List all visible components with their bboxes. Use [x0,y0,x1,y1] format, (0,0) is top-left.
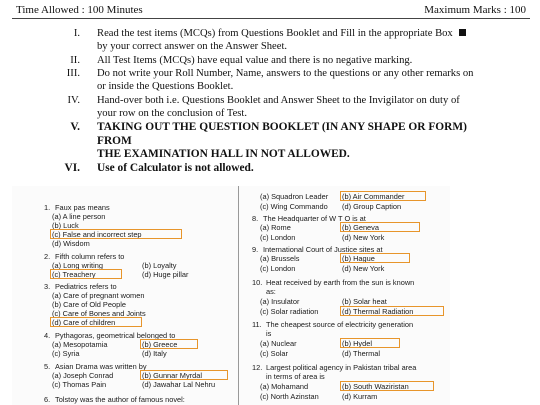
question-text: International Court of Justice sites at [263,245,383,254]
option-a: (a) Care of pregnant women [52,291,145,300]
option-d: (d) Care of children [52,318,116,327]
option-d: (d) Huge pillar [142,270,189,279]
option-a: (a) Mesopotamia [52,340,108,349]
option-b: (b) Hague [342,254,375,263]
option-a: (a) Insulator [260,297,300,306]
instruction-number: IV. [67,95,80,106]
question-text: The Headquarter of W T O is at [263,214,366,223]
option-a: (a) Squadron Leader [260,192,329,201]
question-text: Pythagoras, geometrical belonged to [55,331,176,340]
option-d: (d) Jawahar Lal Nehru [142,380,216,389]
question-text: Pediatrics refers to [55,282,117,291]
instruction-text: Use of Calculator is not allowed. [97,162,254,174]
question-number: 4. [44,331,51,340]
option-c: (c) Solar [260,349,288,358]
option-b: (b) Air Commander [342,192,405,201]
option-b: (b) Loyalty [142,261,177,270]
answer-highlight [340,222,420,232]
answer-highlight [340,191,426,201]
option-b: (b) Gunnar Myrdal [142,371,202,380]
option-d: (d) New York [342,233,385,242]
question-text: Asian Drama was written by [55,362,147,371]
filled-square-icon [459,29,466,36]
option-c: (c) Thomas Pain [52,380,107,389]
instruction-text: Read the test items (MCQs) from Questions Booklet and Fill in the appropriate Box by your correct answer on the Answer Sheet. [97,28,497,53]
option-a: (a) Long writing [52,261,103,270]
time-allowed: Time Allowed : 100 Minutes [16,4,143,16]
option-b: (b) Greece [142,340,178,349]
instruction-number: II. [70,55,80,66]
option-b: (b) Luck [52,221,79,230]
question-text: The cheapest source of electricity generation [266,320,414,329]
option-d: (d) New York [342,264,385,273]
option-c: (c) London [260,233,296,242]
option-d: (d) Thermal [342,349,381,358]
instruction-number: III. [66,68,80,79]
option-b: (b) South Waziristan [342,382,409,391]
question-text: Largest political agency in Pakistan tribal area [266,363,417,372]
question-number: 1. [44,203,51,212]
option-b: (b) Hydel [342,339,372,348]
question-text-continued: as: [266,287,276,296]
question-number: 11. [252,320,262,329]
option-a: (a) Rome [260,223,291,232]
answer-highlight [50,229,182,239]
option-b: (b) Solar heat [342,297,387,306]
option-c: (c) Wing Commando [260,202,328,211]
question-text: Tolstoy was the author of famous novel: [55,395,185,404]
option-a: (a) Mohamand [260,382,309,391]
instruction-text: All Test Items (MCQs) have equal value and there is no negative marking. [97,55,413,66]
instruction-text: Hand-over both i.e. Questions Booklet and Answer Sheet to the Invigilator on duty of your row on the conclusion of Test. [97,95,460,119]
option-d: (d) Wisdom [52,239,90,248]
option-c: (c) False and incorrect step [52,230,142,239]
instruction-number: I. [73,28,80,39]
option-c: (c) Treachery [52,270,96,279]
answer-highlight [340,381,434,391]
answer-highlight [340,306,444,316]
question-number: 9. [252,245,259,254]
column-divider [238,186,239,405]
question-number: 2. [44,252,51,261]
option-c: (c) Syria [52,349,80,358]
question-number: 10. [252,278,263,287]
answer-highlight [50,317,142,327]
option-a: (a) Brussels [260,254,300,263]
question-text: Faux pas means [55,203,110,212]
option-a: (a) Joseph Conrad [52,371,114,380]
instruction-text: Do not write your Roll Number, Name, answers to the questions or any other remarks on or inside the Questions Booklet. [97,68,474,92]
question-text: Fifth column refers to [55,252,125,261]
maximum-marks: Maximum Marks : 100 [424,4,526,16]
option-b: (b) Geneva [342,223,379,232]
question-text-continued: in terms of area is [266,372,325,381]
option-b: (b) Care of Old People [52,300,126,309]
option-d: (d) Italy [142,349,167,358]
question-text: Heat received by earth from the sun is known [266,278,415,287]
answer-highlight [140,370,228,380]
question-number: 8. [252,214,259,223]
instruction-number: V. [70,121,80,133]
option-a: (a) A line person [52,212,106,221]
answer-highlight [140,339,198,349]
answer-highlight [340,338,400,348]
answer-highlight [50,269,122,279]
question-number: 6. [44,395,51,404]
mcq-scan [12,186,450,405]
option-c: (c) Solar radiation [260,307,319,316]
instruction-number: VI. [64,162,80,174]
option-d: (d) Group Caption [342,202,402,211]
answer-highlight [340,253,410,263]
option-d: (d) Kurram [342,392,378,401]
option-c: (c) London [260,264,296,273]
question-text-continued: is [266,329,272,338]
question-number: 12. [252,363,263,372]
option-c: (c) Care of Bones and Joints [52,309,146,318]
option-c: (c) North Azinstan [260,392,319,401]
instruction-text: TAKING OUT THE QUESTION BOOKLET (IN ANY SHAPE OR FORM) FROM THE EXAMINATION HALL IN NOT ALLOWED. [97,121,467,161]
question-number: 5. [44,362,51,371]
option-a: (a) Nuclear [260,339,297,348]
question-number: 3. [44,282,51,291]
exam-header [12,3,530,19]
option-d: (d) Thermal Radiation [342,307,414,316]
